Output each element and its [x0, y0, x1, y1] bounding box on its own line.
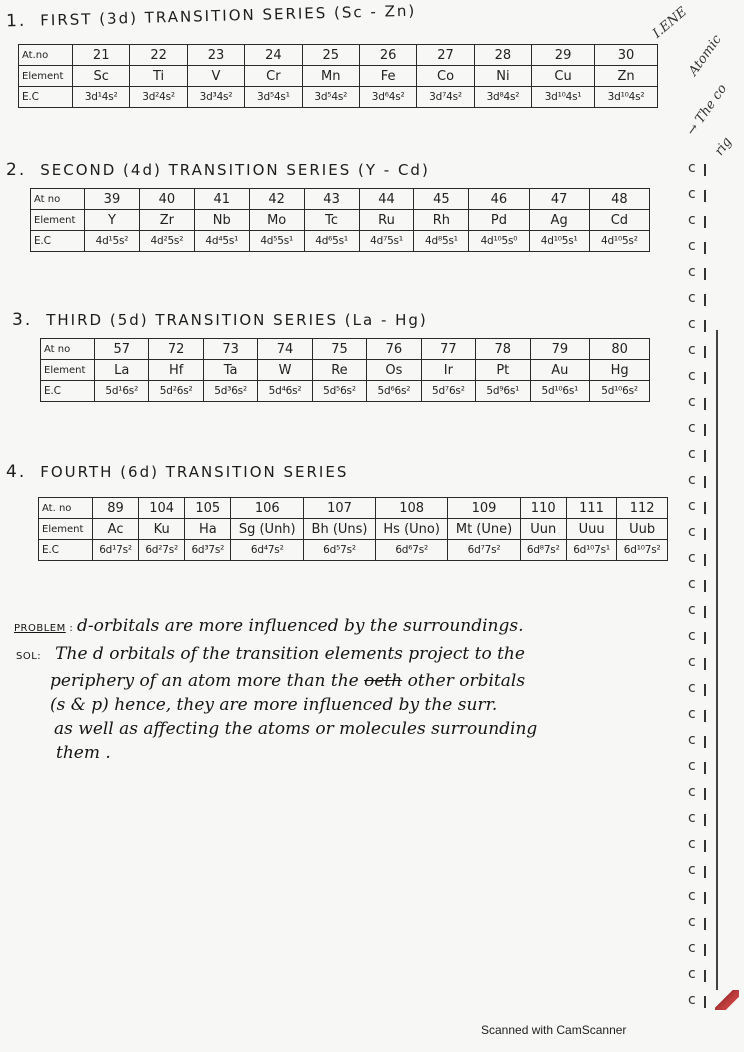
electron-config-row [31, 231, 650, 252]
binding-ring-icon: c [688, 602, 696, 618]
binding-ring-icon: c [688, 316, 696, 332]
table-cell: 6d⁴7s² [231, 540, 304, 561]
section-3-heading [12, 310, 428, 330]
binding-dash [704, 580, 706, 592]
solution-line-2: periphery of an atom more than the [50, 671, 359, 691]
binding-ring-icon: c [688, 940, 696, 956]
table-cell: Zn [595, 66, 658, 87]
table-cell: 46 [469, 189, 529, 210]
table-cell: 5d⁷6s² [421, 381, 475, 402]
table-cell: 57 [95, 339, 149, 360]
table-cell: 3d¹⁰4s² [595, 87, 658, 108]
section-title: FIRST (3d) TRANSITION SERIES (Sc - Zn) [40, 1, 417, 30]
binding-ring-icon: c [688, 680, 696, 696]
binding-dash [704, 424, 706, 436]
table-cell: 45 [414, 189, 469, 210]
binding-ring-icon: c [688, 784, 696, 800]
binding-ring-icon: c [688, 862, 696, 878]
table-cell: 40 [139, 189, 194, 210]
row-header: At no [31, 189, 85, 210]
corner-mark [715, 990, 739, 1010]
table-cell: Os [367, 360, 421, 381]
table-cell: 6d¹7s² [93, 540, 139, 561]
section-number: 4. [6, 462, 27, 482]
struck-word: oeth [364, 671, 403, 691]
table-cell: Co [417, 66, 474, 87]
binding-ring-icon: c [688, 706, 696, 722]
table-cell: 3d⁵4s² [302, 87, 359, 108]
binding-dash [704, 476, 706, 488]
table-cell: 26 [359, 45, 416, 66]
table-cell: Uub [617, 519, 668, 540]
table-cell: 112 [617, 498, 668, 519]
table-cell: 77 [421, 339, 475, 360]
table-cell: 73 [203, 339, 257, 360]
table-cell: 6d²7s² [139, 540, 185, 561]
row-header: At. no [39, 498, 93, 519]
table-cell: 29 [532, 45, 595, 66]
electron-config-row [39, 540, 668, 561]
table-cell: 25 [302, 45, 359, 66]
binding-dash [704, 970, 706, 982]
margin-note-3: → The co [684, 81, 731, 139]
table-cell: 106 [231, 498, 304, 519]
binding-ring-icon: c [688, 290, 696, 306]
table-cell: 39 [85, 189, 140, 210]
section-3-table [40, 338, 650, 402]
table-cell: 6d⁷7s² [448, 540, 520, 561]
table-cell: La [95, 360, 149, 381]
binding-dash [704, 164, 706, 176]
table-cell: 3d⁷4s² [417, 87, 474, 108]
binding-dash [704, 294, 706, 306]
row-header: At.no [19, 45, 73, 66]
binding-ring-icon: c [688, 966, 696, 982]
section-title: SECOND (4d) TRANSITION SERIES (Y - Cd) [40, 161, 430, 179]
section-title: THIRD (5d) TRANSITION SERIES (La - Hg) [46, 311, 428, 329]
table-cell: Cd [589, 210, 649, 231]
table-cell: 6d⁶7s² [375, 540, 447, 561]
table-cell: 74 [258, 339, 312, 360]
table-cell: 21 [73, 45, 130, 66]
solution-line-5: them . [56, 743, 111, 763]
table-cell: 72 [149, 339, 203, 360]
table-cell: 4d¹⁰5s⁰ [469, 231, 529, 252]
binding-dash [704, 814, 706, 826]
table-cell: Hs (Uno) [375, 519, 447, 540]
table-cell: 3d²4s² [130, 87, 187, 108]
problem-label: PROBLEM [14, 623, 66, 634]
binding-ring-icon: c [688, 212, 696, 228]
table-cell: 5d¹6s² [95, 381, 149, 402]
row-header: E.C [39, 540, 93, 561]
row-header: At no [41, 339, 95, 360]
table-cell: 4d²5s² [139, 231, 194, 252]
table-cell: 107 [304, 498, 376, 519]
binding-dash [704, 710, 706, 722]
table-cell: Re [312, 360, 366, 381]
table-cell: Ti [130, 66, 187, 87]
table-cell: Sg (Unh) [231, 519, 304, 540]
element-row [39, 519, 668, 540]
row-header: E.C [19, 87, 73, 108]
table-cell: Ku [139, 519, 185, 540]
solution-line-2-tail: other orbitals [407, 671, 526, 691]
table-cell: 5d⁴6s² [258, 381, 312, 402]
table-cell: 5d⁵6s² [312, 381, 366, 402]
table-cell: 23 [187, 45, 244, 66]
table-cell: 43 [304, 189, 359, 210]
table-cell: 27 [417, 45, 474, 66]
table-cell: 5d³6s² [203, 381, 257, 402]
table-cell: 4d⁴5s¹ [194, 231, 249, 252]
table-cell: 4d¹⁰5s¹ [529, 231, 589, 252]
element-row [19, 66, 658, 87]
table-cell: 44 [359, 189, 414, 210]
table-cell: 4d⁵5s¹ [249, 231, 304, 252]
binding-dash [704, 684, 706, 696]
table-cell: Uun [520, 519, 566, 540]
table-cell: Mo [249, 210, 304, 231]
binding-ring-icon: c [688, 836, 696, 852]
binding-ring-icon: c [688, 160, 696, 176]
binding-ring-icon: c [688, 394, 696, 410]
table-cell: Ag [529, 210, 589, 231]
solution-line-1: The d orbitals of the transition elements project to the [55, 644, 525, 664]
binding-ring-icon: c [688, 888, 696, 904]
table-cell: 4d⁶5s¹ [304, 231, 359, 252]
solution-block [16, 642, 676, 765]
binding-dash [704, 216, 706, 228]
binding-ring-icon: c [688, 238, 696, 254]
binding-dash [704, 268, 706, 280]
binding-dash [704, 450, 706, 462]
table-cell: Cr [245, 66, 302, 87]
atomic-number-row [41, 339, 650, 360]
margin-note-4: rig [712, 134, 736, 159]
binding-dash [704, 944, 706, 956]
solution-line-3: (s & p) hence, they are more influenced by the surr. [50, 695, 498, 715]
table-cell: 22 [130, 45, 187, 66]
binding-ring-icon: c [688, 186, 696, 202]
table-cell: 47 [529, 189, 589, 210]
table-cell: 76 [367, 339, 421, 360]
binding-ring-icon: c [688, 654, 696, 670]
binding-ring-icon: c [688, 550, 696, 566]
row-header: Element [19, 66, 73, 87]
binding-dash [704, 762, 706, 774]
table-cell: 5d⁹6s¹ [476, 381, 530, 402]
table-cell: 4d⁷5s¹ [359, 231, 414, 252]
problem-statement: PROBLEM : d-orbitals are more influenced by the surroundings. [14, 616, 524, 636]
table-cell: 3d⁶4s² [359, 87, 416, 108]
atomic-number-row [19, 45, 658, 66]
table-cell: 6d⁸7s² [520, 540, 566, 561]
binding-ring-icon: c [688, 732, 696, 748]
atomic-number-row [39, 498, 668, 519]
binding-dash [704, 632, 706, 644]
section-1-heading [6, 1, 417, 32]
table-cell: Pd [469, 210, 529, 231]
table-cell: 104 [139, 498, 185, 519]
table-cell: 41 [194, 189, 249, 210]
binding-dash [704, 736, 706, 748]
table-cell: Ac [93, 519, 139, 540]
section-4-table [38, 497, 668, 561]
margin-note-2: Atomic [686, 32, 725, 79]
section-4-heading [6, 462, 348, 482]
table-cell: 3d⁸4s² [474, 87, 531, 108]
binding-ring-icon: c [688, 810, 696, 826]
table-cell: 28 [474, 45, 531, 66]
row-header: E.C [31, 231, 85, 252]
table-cell: Ha [185, 519, 231, 540]
binding-dash [704, 372, 706, 384]
binding-ring-icon: c [688, 498, 696, 514]
binding-ring-icon: c [688, 472, 696, 488]
table-cell: 111 [566, 498, 617, 519]
element-row [41, 360, 650, 381]
binding-ring-icon: c [688, 420, 696, 436]
binding-ring-icon: c [688, 264, 696, 280]
section-number: 1. [5, 10, 27, 32]
table-cell: Mn [302, 66, 359, 87]
table-cell: Ni [474, 66, 531, 87]
table-cell: 6d³7s² [185, 540, 231, 561]
section-1-table [18, 44, 658, 108]
table-cell: 3d¹⁰4s¹ [532, 87, 595, 108]
table-cell: 6d¹⁰7s² [617, 540, 668, 561]
table-cell: Zr [139, 210, 194, 231]
table-cell: 3d¹4s² [73, 87, 130, 108]
binding-dash [704, 346, 706, 358]
table-cell: Ir [421, 360, 475, 381]
section-2-table [30, 188, 650, 252]
binding-dash [704, 866, 706, 878]
binding-dash [704, 840, 706, 852]
binding-ring-icon: c [688, 758, 696, 774]
binding-dash [704, 996, 706, 1008]
table-cell: 6d⁵7s² [304, 540, 376, 561]
table-cell: Y [85, 210, 140, 231]
binding-ring-icon: c [688, 524, 696, 540]
binding-dash [704, 320, 706, 332]
binding-ring-icon: c [688, 628, 696, 644]
binding-dash [704, 190, 706, 202]
table-cell: 3d³4s² [187, 87, 244, 108]
table-cell: Hg [590, 360, 650, 381]
table-cell: Cu [532, 66, 595, 87]
table-cell: 80 [590, 339, 650, 360]
binding-dash [704, 554, 706, 566]
solution-label: SOL: [16, 651, 42, 662]
table-cell: Ru [359, 210, 414, 231]
margin-note-1: I.ENE [650, 4, 690, 42]
row-header: Element [41, 360, 95, 381]
table-cell: 48 [589, 189, 649, 210]
table-cell: 5d¹⁰6s² [590, 381, 650, 402]
table-cell: 24 [245, 45, 302, 66]
table-cell: W [258, 360, 312, 381]
table-cell: V [187, 66, 244, 87]
binding-ring-icon: c [688, 914, 696, 930]
section-number: 3. [12, 310, 33, 330]
scanner-watermark: Scanned with CamScanner [481, 1023, 627, 1037]
table-cell: 42 [249, 189, 304, 210]
table-cell: 110 [520, 498, 566, 519]
table-cell: Au [530, 360, 590, 381]
table-cell: Fe [359, 66, 416, 87]
binding-dash [704, 606, 706, 618]
table-cell: 89 [93, 498, 139, 519]
electron-config-row [41, 381, 650, 402]
table-cell: Tc [304, 210, 359, 231]
binding-dash [704, 242, 706, 254]
row-header: E.C [41, 381, 95, 402]
section-number: 2. [6, 160, 27, 180]
row-header: Element [31, 210, 85, 231]
table-cell: 5d²6s² [149, 381, 203, 402]
binding-dash [704, 502, 706, 514]
binding-ring-icon: c [688, 342, 696, 358]
section-title: FOURTH (6d) TRANSITION SERIES [40, 463, 349, 481]
table-cell: 5d¹⁰6s¹ [530, 381, 590, 402]
binding-dash [704, 918, 706, 930]
electron-config-row [19, 87, 658, 108]
table-cell: 105 [185, 498, 231, 519]
atomic-number-row [31, 189, 650, 210]
binding-ring-icon: c [688, 446, 696, 462]
solution-line-4: as well as affecting the atoms or molecules surrounding [54, 719, 538, 739]
table-cell: 79 [530, 339, 590, 360]
table-cell: Uuu [566, 519, 617, 540]
table-cell: Hf [149, 360, 203, 381]
problem-text: d-orbitals are more influenced by the surroundings. [76, 616, 524, 636]
binding-dash [704, 398, 706, 410]
table-cell: Pt [476, 360, 530, 381]
table-cell: 4d⁸5s¹ [414, 231, 469, 252]
table-cell: 75 [312, 339, 366, 360]
table-cell: Bh (Uns) [304, 519, 376, 540]
table-cell: 4d¹5s² [85, 231, 140, 252]
table-cell: 78 [476, 339, 530, 360]
table-cell: Ta [203, 360, 257, 381]
table-cell: 4d¹⁰5s² [589, 231, 649, 252]
binding-dash [704, 528, 706, 540]
table-cell: 108 [375, 498, 447, 519]
binding-line [716, 330, 718, 990]
table-cell: 6d¹⁰7s¹ [566, 540, 617, 561]
binding-ring-icon: c [688, 368, 696, 384]
binding-dash [704, 892, 706, 904]
binding-ring-icon: c [688, 992, 696, 1008]
table-cell: Mt (Une) [448, 519, 520, 540]
table-cell: 109 [448, 498, 520, 519]
table-cell: 30 [595, 45, 658, 66]
table-cell: Rh [414, 210, 469, 231]
table-cell: 3d⁵4s¹ [245, 87, 302, 108]
element-row [31, 210, 650, 231]
binding-dash [704, 788, 706, 800]
table-cell: 5d⁶6s² [367, 381, 421, 402]
section-2-heading [6, 160, 430, 180]
row-header: Element [39, 519, 93, 540]
table-cell: Nb [194, 210, 249, 231]
binding-dash [704, 658, 706, 670]
binding-ring-icon: c [688, 576, 696, 592]
table-cell: Sc [73, 66, 130, 87]
